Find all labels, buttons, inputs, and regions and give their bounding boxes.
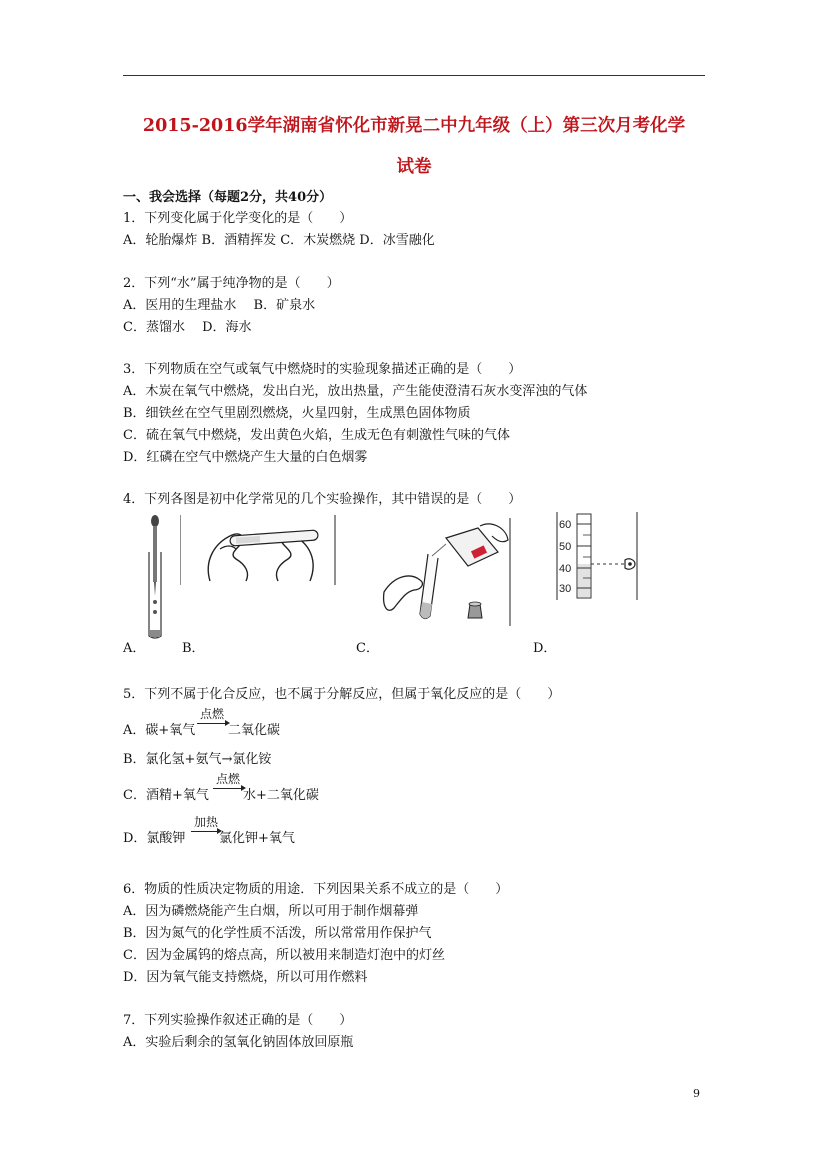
q5-option-a-arrow bbox=[197, 723, 227, 724]
q3-option-c: C．硫在氧气中燃烧，发出黄色火焰，生成无色有刺激性气味的气体 bbox=[123, 428, 510, 443]
q3-stem: 3．下列物质在空气或氧气中燃烧时的实验现象描述正确的是（ ） bbox=[123, 362, 522, 377]
scale-tick-60: 60 bbox=[559, 519, 572, 531]
q3-option-d: D．红磷在空气中燃烧产生大量的白色烟雾 bbox=[123, 450, 368, 465]
q3-option-a: A．木炭在氧气中燃烧，发出白光，放出热量，产生能使澄清石灰水变浑浊的气体 bbox=[123, 384, 588, 399]
q5-option-d-arrow bbox=[191, 831, 219, 832]
scale-tick-50: 50 bbox=[559, 541, 572, 553]
title-line-1: 2015-2016学年湖南省怀化市新晃二中九年级（上）第三次月考化学 bbox=[142, 116, 686, 136]
q5-option-d-left: D．氯酸钾 bbox=[123, 831, 186, 846]
q4-label-c: C． bbox=[356, 641, 379, 656]
header-rule bbox=[123, 75, 705, 76]
q5-option-c-right: 水+二氧化碳 bbox=[243, 788, 319, 803]
q3-option-b: B．细铁丝在空气里剧烈燃烧，火星四射，生成黑色固体物质 bbox=[123, 406, 471, 421]
q5-option-d-condition: 加热 bbox=[194, 815, 219, 829]
cylinder-reading-figure bbox=[555, 512, 639, 600]
q4-label-b: B． bbox=[182, 641, 205, 656]
q2-options-ab: A．医用的生理盐水 B．矿泉水 bbox=[123, 298, 316, 313]
q4-label-d: D． bbox=[533, 641, 557, 656]
q5-option-a-condition: 点燃 bbox=[200, 707, 225, 721]
q6-option-a: A．因为磷燃烧能产生白烟，所以可用于制作烟幕弹 bbox=[123, 904, 419, 919]
q5-option-c-condition: 点燃 bbox=[216, 772, 241, 786]
q7-option-a: A．实验后剩余的氢氧化钠固体放回原瓶 bbox=[123, 1035, 354, 1050]
scale-tick-30: 30 bbox=[559, 583, 572, 595]
q6-stem: 6．物质的性质决定物质的用途．下列因果关系不成立的是（ ） bbox=[123, 882, 509, 897]
title-line-2: 试卷 bbox=[396, 157, 432, 177]
q1-stem: 1．下列变化属于化学变化的是（ ） bbox=[123, 211, 353, 226]
hands-test-tube-figure bbox=[180, 515, 340, 585]
page-number: 9 bbox=[693, 1087, 700, 1100]
q4-stem: 4．下列各图是初中化学常见的几个实验操作，其中错误的是（ ） bbox=[123, 492, 522, 507]
q1-options: A．轮胎爆炸 B．酒精挥发 C．木炭燃烧 D．冰雪融化 bbox=[123, 233, 435, 248]
q2-options-cd: C．蒸馏水 D．海水 bbox=[123, 320, 252, 335]
q2-stem: 2．下列“水”属于纯净物的是（ ） bbox=[123, 276, 340, 291]
scale-tick-40: 40 bbox=[559, 563, 572, 575]
q5-option-c-left: C．酒精+氧气 bbox=[123, 788, 209, 803]
q5-option-d-right: 氯化钾+氧气 bbox=[219, 831, 295, 846]
pouring-liquid-figure bbox=[380, 518, 515, 628]
section-heading: 一、我会选择（每题2分，共40分） bbox=[123, 190, 333, 205]
q4-label-a: A． bbox=[123, 641, 146, 656]
q5-option-b: B．氯化氢+氨气→氯化铵 bbox=[123, 752, 272, 767]
q5-stem: 5．下列不属于化合反应，也不属于分解反应，但属于氧化反应的是（ ） bbox=[123, 687, 561, 702]
q7-stem: 7．下列实验操作叙述正确的是（ ） bbox=[123, 1013, 353, 1028]
dropper-test-tube-figure bbox=[140, 512, 170, 642]
q6-option-b: B．因为氮气的化学性质不活泼，所以常常用作保护气 bbox=[123, 926, 432, 941]
q6-option-d: D．因为氧气能支持燃烧，所以可用作燃料 bbox=[123, 970, 368, 985]
q5-option-a-left: A．碳+氧气 bbox=[123, 723, 196, 738]
q5-option-a-right: 二氧化碳 bbox=[228, 723, 281, 738]
q5-option-c-arrow bbox=[213, 788, 243, 789]
q6-option-c: C．因为金属钨的熔点高，所以被用来制造灯泡中的灯丝 bbox=[123, 948, 445, 963]
